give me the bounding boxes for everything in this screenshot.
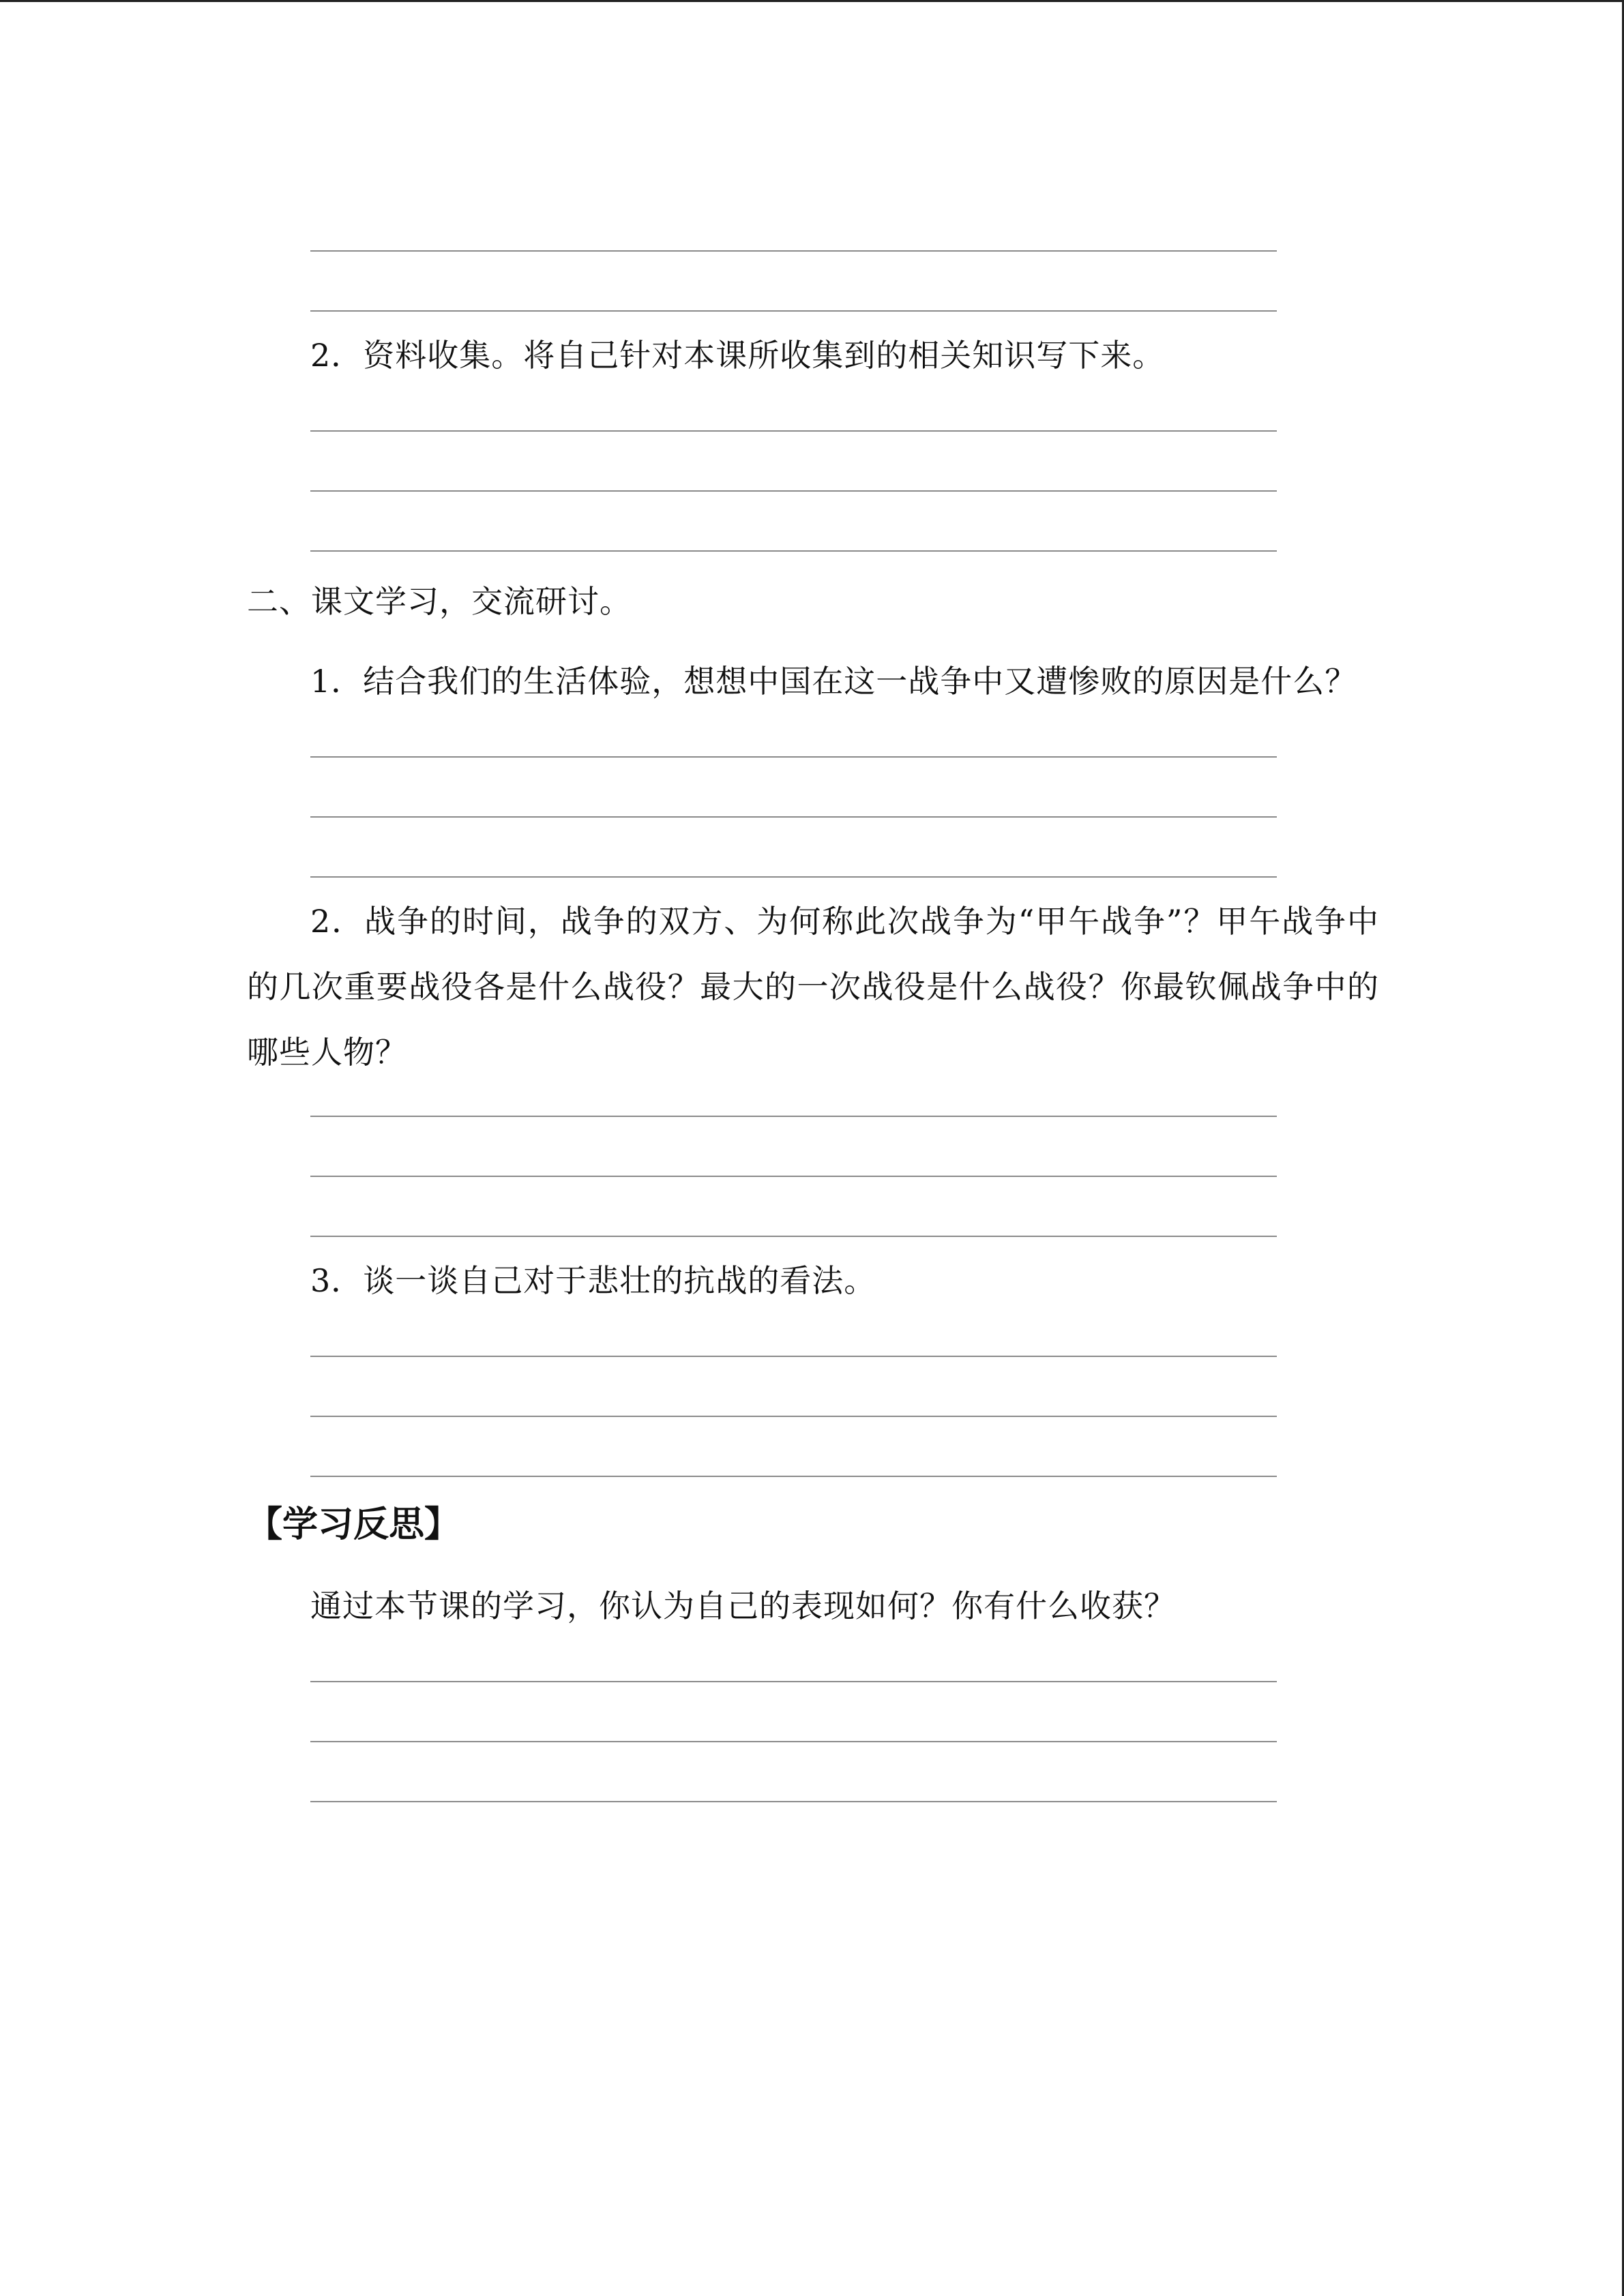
question-2-1: 1．结合我们的生活体验，想想中国在这一战争中又遭惨败的原因是什么？ [310, 663, 1357, 700]
page-border-top [0, 0, 1624, 2]
section-2-title: 二、课文学习，交流研讨。 [247, 583, 632, 620]
answer-line[interactable] [310, 1116, 1277, 1117]
question-2-3: 3．谈一谈自己对于悲壮的抗战的看法。 [310, 1262, 876, 1299]
question-2-2: 2．战争的时间，战争的双方、为何称此次战争为“甲午战争”？甲午战争中的几次重要战役各是什么战役？最大的一次战役是什么战役？你最钦佩战争中的哪些人物？ [247, 903, 1379, 1071]
answer-line[interactable] [310, 1801, 1277, 1802]
reflection-heading: 【学习反思】 [247, 1504, 460, 1545]
reflection-prompt: 通过本节课的学习，你认为自己的表现如何？你有什么收获？ [310, 1587, 1176, 1624]
answer-line[interactable] [310, 490, 1277, 492]
answer-line[interactable] [310, 1681, 1277, 1682]
answer-line[interactable] [310, 1176, 1277, 1177]
answer-line[interactable] [310, 250, 1277, 252]
answer-line[interactable] [310, 876, 1277, 878]
answer-line[interactable] [310, 756, 1277, 758]
answer-line[interactable] [310, 550, 1277, 552]
answer-line[interactable] [310, 1356, 1277, 1357]
answer-line[interactable] [310, 1476, 1277, 1477]
question-1-2: 2．资料收集。将自己针对本课所收集到的相关知识写下来。 [310, 337, 1165, 374]
answer-line[interactable] [310, 816, 1277, 818]
answer-line[interactable] [310, 310, 1277, 312]
answer-line[interactable] [310, 1741, 1277, 1742]
answer-line[interactable] [310, 1416, 1277, 1417]
answer-line[interactable] [310, 430, 1277, 432]
answer-line[interactable] [310, 1236, 1277, 1237]
